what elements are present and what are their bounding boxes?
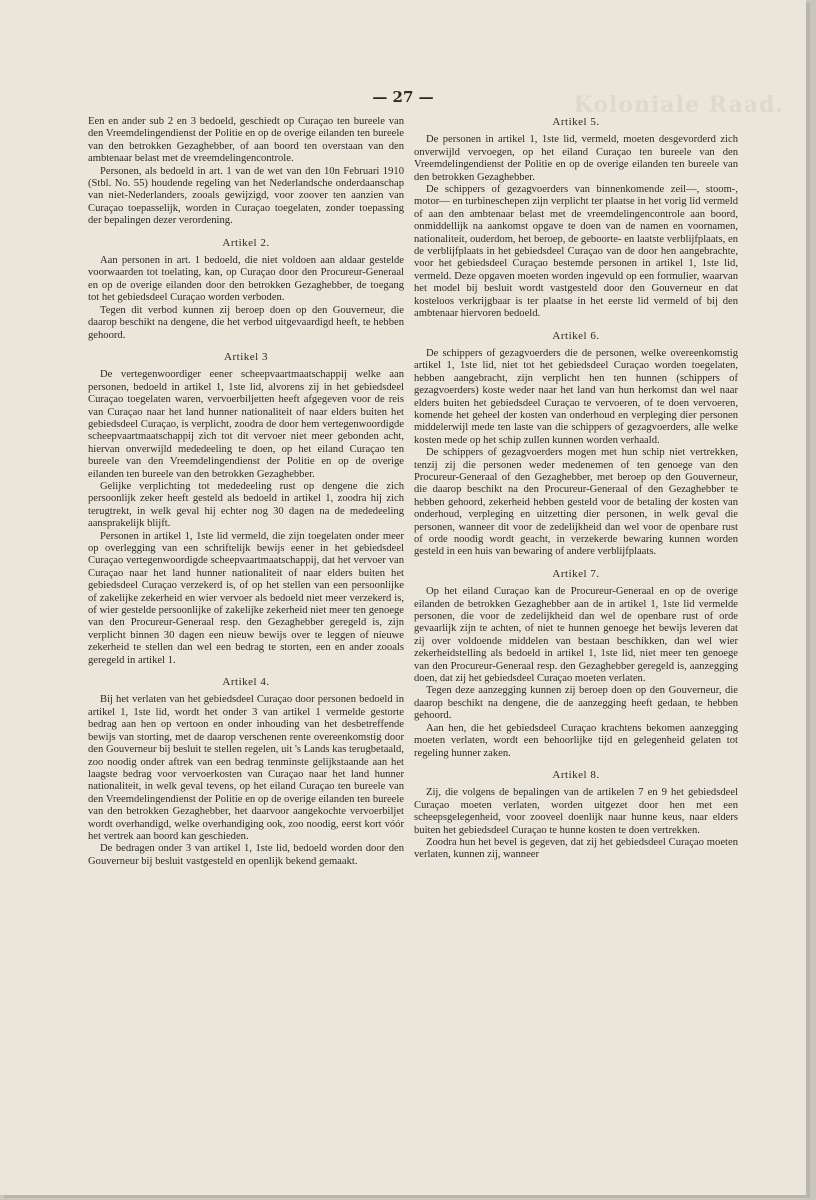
paragraph: Gelijke verplichting tot mededeeling rust op dengene die zich persoonlijk zeker heeft gesteld als bedoeld in artikel 1, zoodra hij zich terugtrekt, in welk geval hij echter nog 30 dagen na de mededeeling aansprakelijk blijft. xyxy=(88,480,404,530)
article-heading: Artikel 6. xyxy=(552,329,600,342)
article-heading: Artikel 4. xyxy=(222,676,270,689)
paragraph: Aan hen, die het gebiedsdeel Curaçao krachtens bekomen aanzegging moeten verlaten, wordt een behoorlijke tijd en gelegenheid gelaten tot regeling hunner zaken. xyxy=(414,722,738,759)
paragraph: Personen in artikel 1, 1ste lid vermeld, die zijn toegelaten onder meer op overlegging van een schriftelijk bewijs eener in het gebiedsdeel Curaçao vertegenwoordigde scheepvaartmaatschappij, dat het vervoer van Curaçao naar het land hunner nationaliteit of naar elders buiten het gebiedsdeel Curaçao verzekerd is, of op het stellen van een persoonlijke of zakelijke zekerheid en wier vervoer als bedoeld niet meer verzekerd is, of wier gestelde persoonlijke of zakelijke zekerheid niet meer ten genoege van den Procureur-Generaal resp. den Gezaghebber geregeld is, zijn verplicht binnen 30 dagen een nieuw bewijs over te leggen of nieuwe zekerheid te stellen dan wel een bedrag te storten, een en ander zooals geregeld in artikel 1. xyxy=(88,530,404,666)
paragraph: De vertegenwoordiger eener scheepvaartmaatschappij welke aan personen, bedoeld in artikel 1, 1ste lid, alvorens zij in het gebiedsdeel Curaçao toegelaten waren, vervoerbiljetten heeft afgegeven voor de reis van Curaçao naar het land hunner nationaliteit of naar elders buiten het gebiedsdeel Curaçao, is verplicht, zoodra de door hem vertegenwoordigde scheepvaartmaatschappij zich tot dit vervoer niet meer gebonden acht, hiervan onverwijld mededeeling te doen, op het eiland Curaçao ten bureele van den Vreemdelingendienst der Politie en op de overige eilanden ten bureele van den betrokken Gezaghebber. xyxy=(88,369,404,480)
article-heading: Artikel 2. xyxy=(222,236,270,249)
article-heading: Artikel 8. xyxy=(552,768,600,781)
paragraph: Tegen deze aanzegging kunnen zij beroep doen op den Gouverneur, die daarop beschikt na dengene, die de aanzegging heeft gedaan, te hebben gehoord. xyxy=(414,685,738,722)
paragraph: Aan personen in art. 1 bedoeld, die niet voldoen aan aldaar gestelde voorwaarden tot toelating, kan, op Curaçao door den Procureur-Generaal en op de overige eilanden door den betrokken Gezaghebber, de toegang tot het gebiedsdeel Curaçao worden verboden. xyxy=(88,255,404,304)
paragraph: De schippers of gezagvoerders van binnenkomende zeil—, stoom-, motor— en turbineschepen zijn verplicht ter plaatse in het vorig lid vermeld of aan den ambtenaar belast met de vreemdelingencontrole aan boord, onmiddellijk na aankomst opgave te doen van de namen en voornamen, nationaliteit, ouderdom, het beroep, de geboorte- en laatste verblijfplaats, en de verblijfplaats in het gebiedsdeel Curaçao van de door hen aangebrachte, voor het gebiedsdeel Curaçao bestemde personen in artikel 1, 1ste lid, vermeld. Deze opgaven moeten worden ingevuld op een formulier, waarvan het model bij besluit wordt vastgesteld door den Gouverneur en dat kosteloos verkrijgbaar is ter plaatse in het eerste lid vermeld of bij den ambtenaar hiervoren bedoeld. xyxy=(414,184,738,320)
page-number: — 27 — xyxy=(372,88,434,106)
paragraph: De schippers of gezagvoerders mogen met hun schip niet vertrekken, tenzij zij die personen weder medenemen of ten genoege van den Procureur-Generaal of den Gezaghebber, met beroep op den Gouverneur, die daarop beschikt na den Procureur-Generaal of den Gezaghebber te hebben gehoord, zekerheid hebben gesteld voor de betaling der kosten van onderhoud, verpleging en uitzetting dier personen, in welk geval die personen, wanneer dit voor de zedelijkheid dan wel voor de openbare rust of orde noodig wordt geacht, in verzekerde bewaring kunnen worden gesteld in een huis van bewaring of andere verblijfplaats. xyxy=(414,447,738,558)
paragraph: Op het eiland Curaçao kan de Procureur-Generaal en op de overige eilanden de betrokken Gezaghebber aan de in artikel 1, 1ste lid vermelde personen, die voor de zedelijkheid dan wel de openbare rust of orde gevaarlijk zijn te achten, of niet te hunnen genoege het bewijs leveren dat zij over voldoende middelen van bestaan beschikken, dan wel wier zekerheidstelling als bedoeld in artikel 1, 1ste lid, niet meer ten genoege van den Procureur-Generaal resp. den Gezaghebber geregeld is, aanzegging doen, dat zij het gebiedsdeel Curaçao moeten verlaten. xyxy=(414,586,738,685)
paragraph: Zoodra hun het bevel is gegeven, dat zij het gebiedsdeel Curaçao moeten verlaten, kunnen zij, wanneer xyxy=(414,836,738,861)
right-column xyxy=(414,116,738,862)
paragraph: Een en ander sub 2 en 3 bedoeld, geschiedt op Curaçao ten bureele van den Vreemdelingendienst der Politie en op de overige eilanden ten bureele van den betrokken Gezaghebber, of aan boord ten overstaan van den ambtenaar belast met de vreemdelingencontrole. xyxy=(88,116,404,165)
paragraph: Personen, als bedoeld in art. 1 van de wet van den 10n Februari 1910 (Stbl. No. 55) houdende regeling van het Nederlandsche onderdaanschap van niet-Nederlanders, zooals gewijzigd, voor zoover ten aanzien van Curaçao toepasselijk, worden in Curaçao toegelaten, zonder toepassing der bepalingen dezer verordening. xyxy=(88,165,404,227)
left-column xyxy=(88,116,404,868)
paragraph: De bedragen onder 3 van artikel 1, 1ste lid, bedoeld worden door den Gouverneur bij besluit vastgesteld en openlijk bekend gemaakt. xyxy=(88,843,404,867)
article-heading: Artikel 7. xyxy=(552,567,600,580)
article-heading: Artikel 5. xyxy=(552,116,600,128)
article-heading: Artikel 3 xyxy=(224,350,268,363)
bleed-through-text: Koloniale Raad. xyxy=(573,92,784,118)
paragraph: Bij het verlaten van het gebiedsdeel Curaçao door personen bedoeld in artikel 1, 1ste lid, wordt het onder 3 van artikel 1 vermelde gestorte bedrag aan hen op vertoon en onder inhouding van het desbetreffende bewijs van storting, met de daarop verschenen rente overeenkomstig door den Gouverneur bij besluit te stellen regelen, uit 's Lands kas terugbetaald, zoo noodig onder aftrek van een bedrag tenminste gelijkstaande aan het laagste bedrag voor vervoerkosten van Curaçao naar het land hunner nationaliteit, in welk geval tevens, op het eiland Curaçao ten bureele van den Vreemdelingendienst der Politie en op de overige eilanden ten bureele van den betrokken Gezaghebber, het daarvoor aangekochte vervoerbiljet wordt overhandigd, welke overhandiging ook, zoo noodig, eerst kort vóór het vertrek aan boord kan geschieden. xyxy=(88,694,404,842)
paragraph: Tegen dit verbod kunnen zij beroep doen op den Gouverneur, die daarop beschikt na dengene, die het verbod uitgevaardigd heeft, te hebben gehoord. xyxy=(88,304,404,341)
paragraph: De personen in artikel 1, 1ste lid, vermeld, moeten desgevorderd zich onverwijld vervoegen, op het eiland Curaçao ten bureele van den Vreemdelingendienst der Politie en op de overige eilanden ten bureele van den betrokken Gezaghebber. xyxy=(414,134,738,183)
paragraph: De schippers of gezagvoerders die de personen, welke overeenkomstig artikel 1, 1ste lid, niet tot het gebiedsdeel Curaçao worden toegelaten, hebben aangebracht, zijn verplicht hen ten hunnen (schippers of gezagvoerders) koste weder naar het land van hun herkomst dan wel naar elders buiten het gebiedsdeel Curaçao te vervoeren, of te doen vervoeren, komende het geheel der kosten van onderhoud en verpleging dier personen middelerwijl mede ten laste van die schippers of gezagvoerders, alle welke kosten mede op het schip zullen kunnen worden verhaald. xyxy=(414,347,738,446)
paragraph: Zij, die volgens de bepalingen van de artikelen 7 en 9 het gebiedsdeel Curaçao moeten verlaten, worden uitgezet door hen met een scheepsgelegenheid, voor zooveel doenlijk naar hunne keus, naar elders buiten het gebiedsdeel Curaçao te hunne kosten te doen vertrekken. xyxy=(414,787,738,836)
